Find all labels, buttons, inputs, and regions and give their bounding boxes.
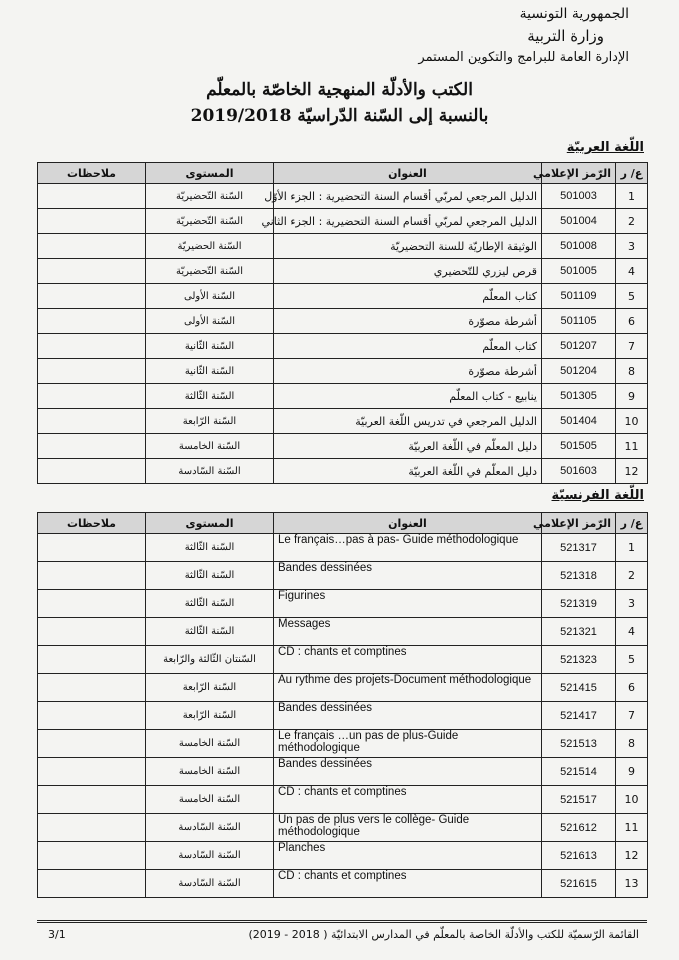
cell-notes [38, 284, 146, 309]
arabic-books-table [37, 162, 648, 484]
table-row [38, 870, 648, 898]
cell-code: 521615 [542, 870, 616, 898]
cell-num: 7 [616, 702, 648, 730]
table-row [38, 434, 648, 459]
cell-code: 501404 [542, 409, 616, 434]
cell-level: السّنتان الثّالثة والرّابعة [146, 646, 274, 674]
cell-num: 7 [616, 334, 648, 359]
cell-title: Au rythme des projets-Document méthodologique [274, 674, 542, 702]
cell-num: 6 [616, 674, 648, 702]
cell-level: السّنة الثّالثة [146, 618, 274, 646]
cell-notes [38, 184, 146, 209]
cell-title: Un pas de plus vers le collège- Guide méthodologique [274, 814, 542, 842]
cell-level: السّنة الخامسة [146, 434, 274, 459]
cell-num: 9 [616, 384, 648, 409]
table-row [38, 209, 648, 234]
cell-num: 2 [616, 562, 648, 590]
cell-code: 501005 [542, 259, 616, 284]
cell-code: 501003 [542, 184, 616, 209]
cell-code: 501204 [542, 359, 616, 384]
cell-code: 521317 [542, 534, 616, 562]
page-number: 3/1 [48, 928, 66, 941]
cell-num: 5 [616, 284, 648, 309]
cell-code: 521321 [542, 618, 616, 646]
table-row [38, 758, 648, 786]
cell-code: 501008 [542, 234, 616, 259]
column-header-num: ع/ ر [616, 163, 648, 184]
cell-num: 3 [616, 590, 648, 618]
cell-title: الوثيقة الإطاريّة للسنة التحضيريّة [274, 234, 542, 259]
table-row [38, 384, 648, 409]
cell-level: السّنة الثّانية [146, 359, 274, 384]
cell-code: 501305 [542, 384, 616, 409]
cell-title: Bandes dessinées [274, 562, 542, 590]
cell-notes [38, 459, 146, 484]
cell-code: 521514 [542, 758, 616, 786]
document-subtitle: بالنسبة إلى السّنة الدّراسيّة 2019/2018 [190, 106, 489, 126]
cell-title: كتاب المعلّم [274, 334, 542, 359]
cell-num: 12 [616, 459, 648, 484]
cell-notes [38, 870, 146, 898]
table-row [38, 814, 648, 842]
table-header-row [38, 163, 648, 184]
cell-notes [38, 384, 146, 409]
cell-title: CD : chants et comptines [274, 786, 542, 814]
table-row [38, 786, 648, 814]
cell-level: السّنة التّحضيريّة [146, 209, 274, 234]
cell-num: 3 [616, 234, 648, 259]
cell-num: 10 [616, 786, 648, 814]
column-header-level: المستوى [146, 513, 274, 534]
cell-num: 6 [616, 309, 648, 334]
cell-num: 13 [616, 870, 648, 898]
cell-notes [38, 786, 146, 814]
cell-title: دليل المعلّم في اللّغة العربيّة [274, 434, 542, 459]
column-header-notes: ملاحظات [38, 163, 146, 184]
cell-level: السّنة الأولى [146, 284, 274, 309]
cell-title: الدليل المرجعي لمربّي أقسام السنة التحضيرية : الجزء الأوّل [274, 184, 542, 209]
cell-level: السّنة الرّابعة [146, 674, 274, 702]
cell-notes [38, 730, 146, 758]
cell-level: السّنة الخامسة [146, 786, 274, 814]
column-header-notes: ملاحظات [38, 513, 146, 534]
table-row [38, 842, 648, 870]
cell-code: 521613 [542, 842, 616, 870]
header-ministry: وزارة التربية [527, 27, 604, 45]
footer-divider [37, 920, 647, 923]
cell-title: CD : chants et comptines [274, 646, 542, 674]
cell-title: قرص ليزري للتّحضيري [274, 259, 542, 284]
table-row [38, 646, 648, 674]
cell-num: 8 [616, 730, 648, 758]
cell-num: 4 [616, 618, 648, 646]
column-header-level: المستوى [146, 163, 274, 184]
table-row [38, 184, 648, 209]
cell-notes [38, 618, 146, 646]
column-header-title: العنوان [274, 513, 542, 534]
cell-notes [38, 334, 146, 359]
cell-notes [38, 646, 146, 674]
cell-code: 521319 [542, 590, 616, 618]
table-row [38, 309, 648, 334]
table-row [38, 534, 648, 562]
cell-title: الدليل المرجعي في تدريس اللّغة العربيّة [274, 409, 542, 434]
column-header-title: العنوان [274, 163, 542, 184]
cell-code: 521323 [542, 646, 616, 674]
cell-title: Figurines [274, 590, 542, 618]
table-row [38, 284, 648, 309]
column-header-code: الرّمز الإعلامي [542, 163, 616, 184]
cell-notes [38, 562, 146, 590]
section-heading-arabic: اللّغة العربيّة [566, 140, 644, 155]
table-row [38, 359, 648, 384]
cell-title: Messages [274, 618, 542, 646]
table-row [38, 334, 648, 359]
cell-title: CD : chants et comptines [274, 870, 542, 898]
cell-code: 501109 [542, 284, 616, 309]
cell-level: السّنة الخامسة [146, 730, 274, 758]
cell-notes [38, 758, 146, 786]
cell-num: 8 [616, 359, 648, 384]
cell-code: 501505 [542, 434, 616, 459]
cell-notes [38, 702, 146, 730]
document-title: الكتب والأدلّة المنهجية الخاصّة بالمعلّم [206, 80, 473, 100]
cell-notes [38, 309, 146, 334]
header-country: الجمهورية التونسية [519, 6, 629, 22]
table-row [38, 730, 648, 758]
cell-title: Le français…pas à pas- Guide méthodologique [274, 534, 542, 562]
table-row [38, 234, 648, 259]
cell-notes [38, 209, 146, 234]
cell-level: السّنة الثّالثة [146, 534, 274, 562]
cell-level: السّنة الثّالثة [146, 384, 274, 409]
cell-title: ينابيع - كتاب المعلّم [274, 384, 542, 409]
footer-text: القائمة الرّسميّة للكتب والأدلّة الخاصة بالمعلّم في المدارس الابتدائيّة ( 2018 - 2019) [248, 928, 639, 941]
cell-level: السّنة السّادسة [146, 814, 274, 842]
table-row [38, 409, 648, 434]
cell-notes [38, 259, 146, 284]
cell-code: 521513 [542, 730, 616, 758]
column-header-num: ع/ ر [616, 513, 648, 534]
cell-level: السّنة الثّالثة [146, 562, 274, 590]
cell-num: 9 [616, 758, 648, 786]
cell-code: 521415 [542, 674, 616, 702]
table-row [38, 590, 648, 618]
cell-code: 521417 [542, 702, 616, 730]
cell-title: الدليل المرجعي لمربّي أقسام السنة التحضيرية : الجزء الثاني [274, 209, 542, 234]
cell-level: السّنة السّادسة [146, 870, 274, 898]
cell-code: 501105 [542, 309, 616, 334]
cell-level: السّنة السّادسة [146, 459, 274, 484]
cell-code: 501603 [542, 459, 616, 484]
cell-notes [38, 842, 146, 870]
french-books-table [37, 512, 648, 898]
cell-code: 521517 [542, 786, 616, 814]
table-row [38, 259, 648, 284]
cell-title: Le français …un pas de plus-Guide méthodologique [274, 730, 542, 758]
cell-level: السّنة السّادسة [146, 842, 274, 870]
cell-level: السّنة التّحضيريّة [146, 259, 274, 284]
cell-num: 4 [616, 259, 648, 284]
cell-title: كتاب المعلّم [274, 284, 542, 309]
cell-notes [38, 674, 146, 702]
table-row [38, 702, 648, 730]
cell-num: 10 [616, 409, 648, 434]
cell-notes [38, 234, 146, 259]
cell-num: 11 [616, 434, 648, 459]
cell-level: السّنة الخامسة [146, 758, 274, 786]
cell-num: 5 [616, 646, 648, 674]
cell-level: السّنة الأولى [146, 309, 274, 334]
cell-level: السّنة الثّالثة [146, 590, 274, 618]
cell-code: 501004 [542, 209, 616, 234]
cell-title: Bandes dessinées [274, 758, 542, 786]
cell-notes [38, 814, 146, 842]
cell-num: 1 [616, 184, 648, 209]
cell-num: 2 [616, 209, 648, 234]
cell-notes [38, 434, 146, 459]
cell-num: 12 [616, 842, 648, 870]
cell-num: 1 [616, 534, 648, 562]
header-directorate: الإدارة العامة للبرامج والتكوين المستمر [418, 50, 629, 65]
cell-title: أشرطة مصوّرة [274, 309, 542, 334]
cell-level: السّنة الرّابعة [146, 409, 274, 434]
cell-code: 521318 [542, 562, 616, 590]
cell-title: دليل المعلّم في اللّغة العربيّة [274, 459, 542, 484]
table-row [38, 562, 648, 590]
cell-notes [38, 409, 146, 434]
cell-title: Planches [274, 842, 542, 870]
cell-level: السّنة التّحضيريّة [146, 184, 274, 209]
table-header-row [38, 513, 648, 534]
cell-notes [38, 590, 146, 618]
table-row [38, 459, 648, 484]
cell-code: 521612 [542, 814, 616, 842]
cell-num: 11 [616, 814, 648, 842]
cell-level: السّنة الثّانية [146, 334, 274, 359]
cell-title: Bandes dessinées [274, 702, 542, 730]
cell-code: 501207 [542, 334, 616, 359]
column-header-code: الرّمز الإعلامي [542, 513, 616, 534]
cell-notes [38, 359, 146, 384]
cell-level: السّنة الرّابعة [146, 702, 274, 730]
section-heading-french: اللّغة الفرنسيّة [551, 488, 644, 503]
table-row [38, 618, 648, 646]
cell-title: أشرطة مصوّرة [274, 359, 542, 384]
cell-level: السّنة الحضيريّة [146, 234, 274, 259]
table-row [38, 674, 648, 702]
cell-notes [38, 534, 146, 562]
